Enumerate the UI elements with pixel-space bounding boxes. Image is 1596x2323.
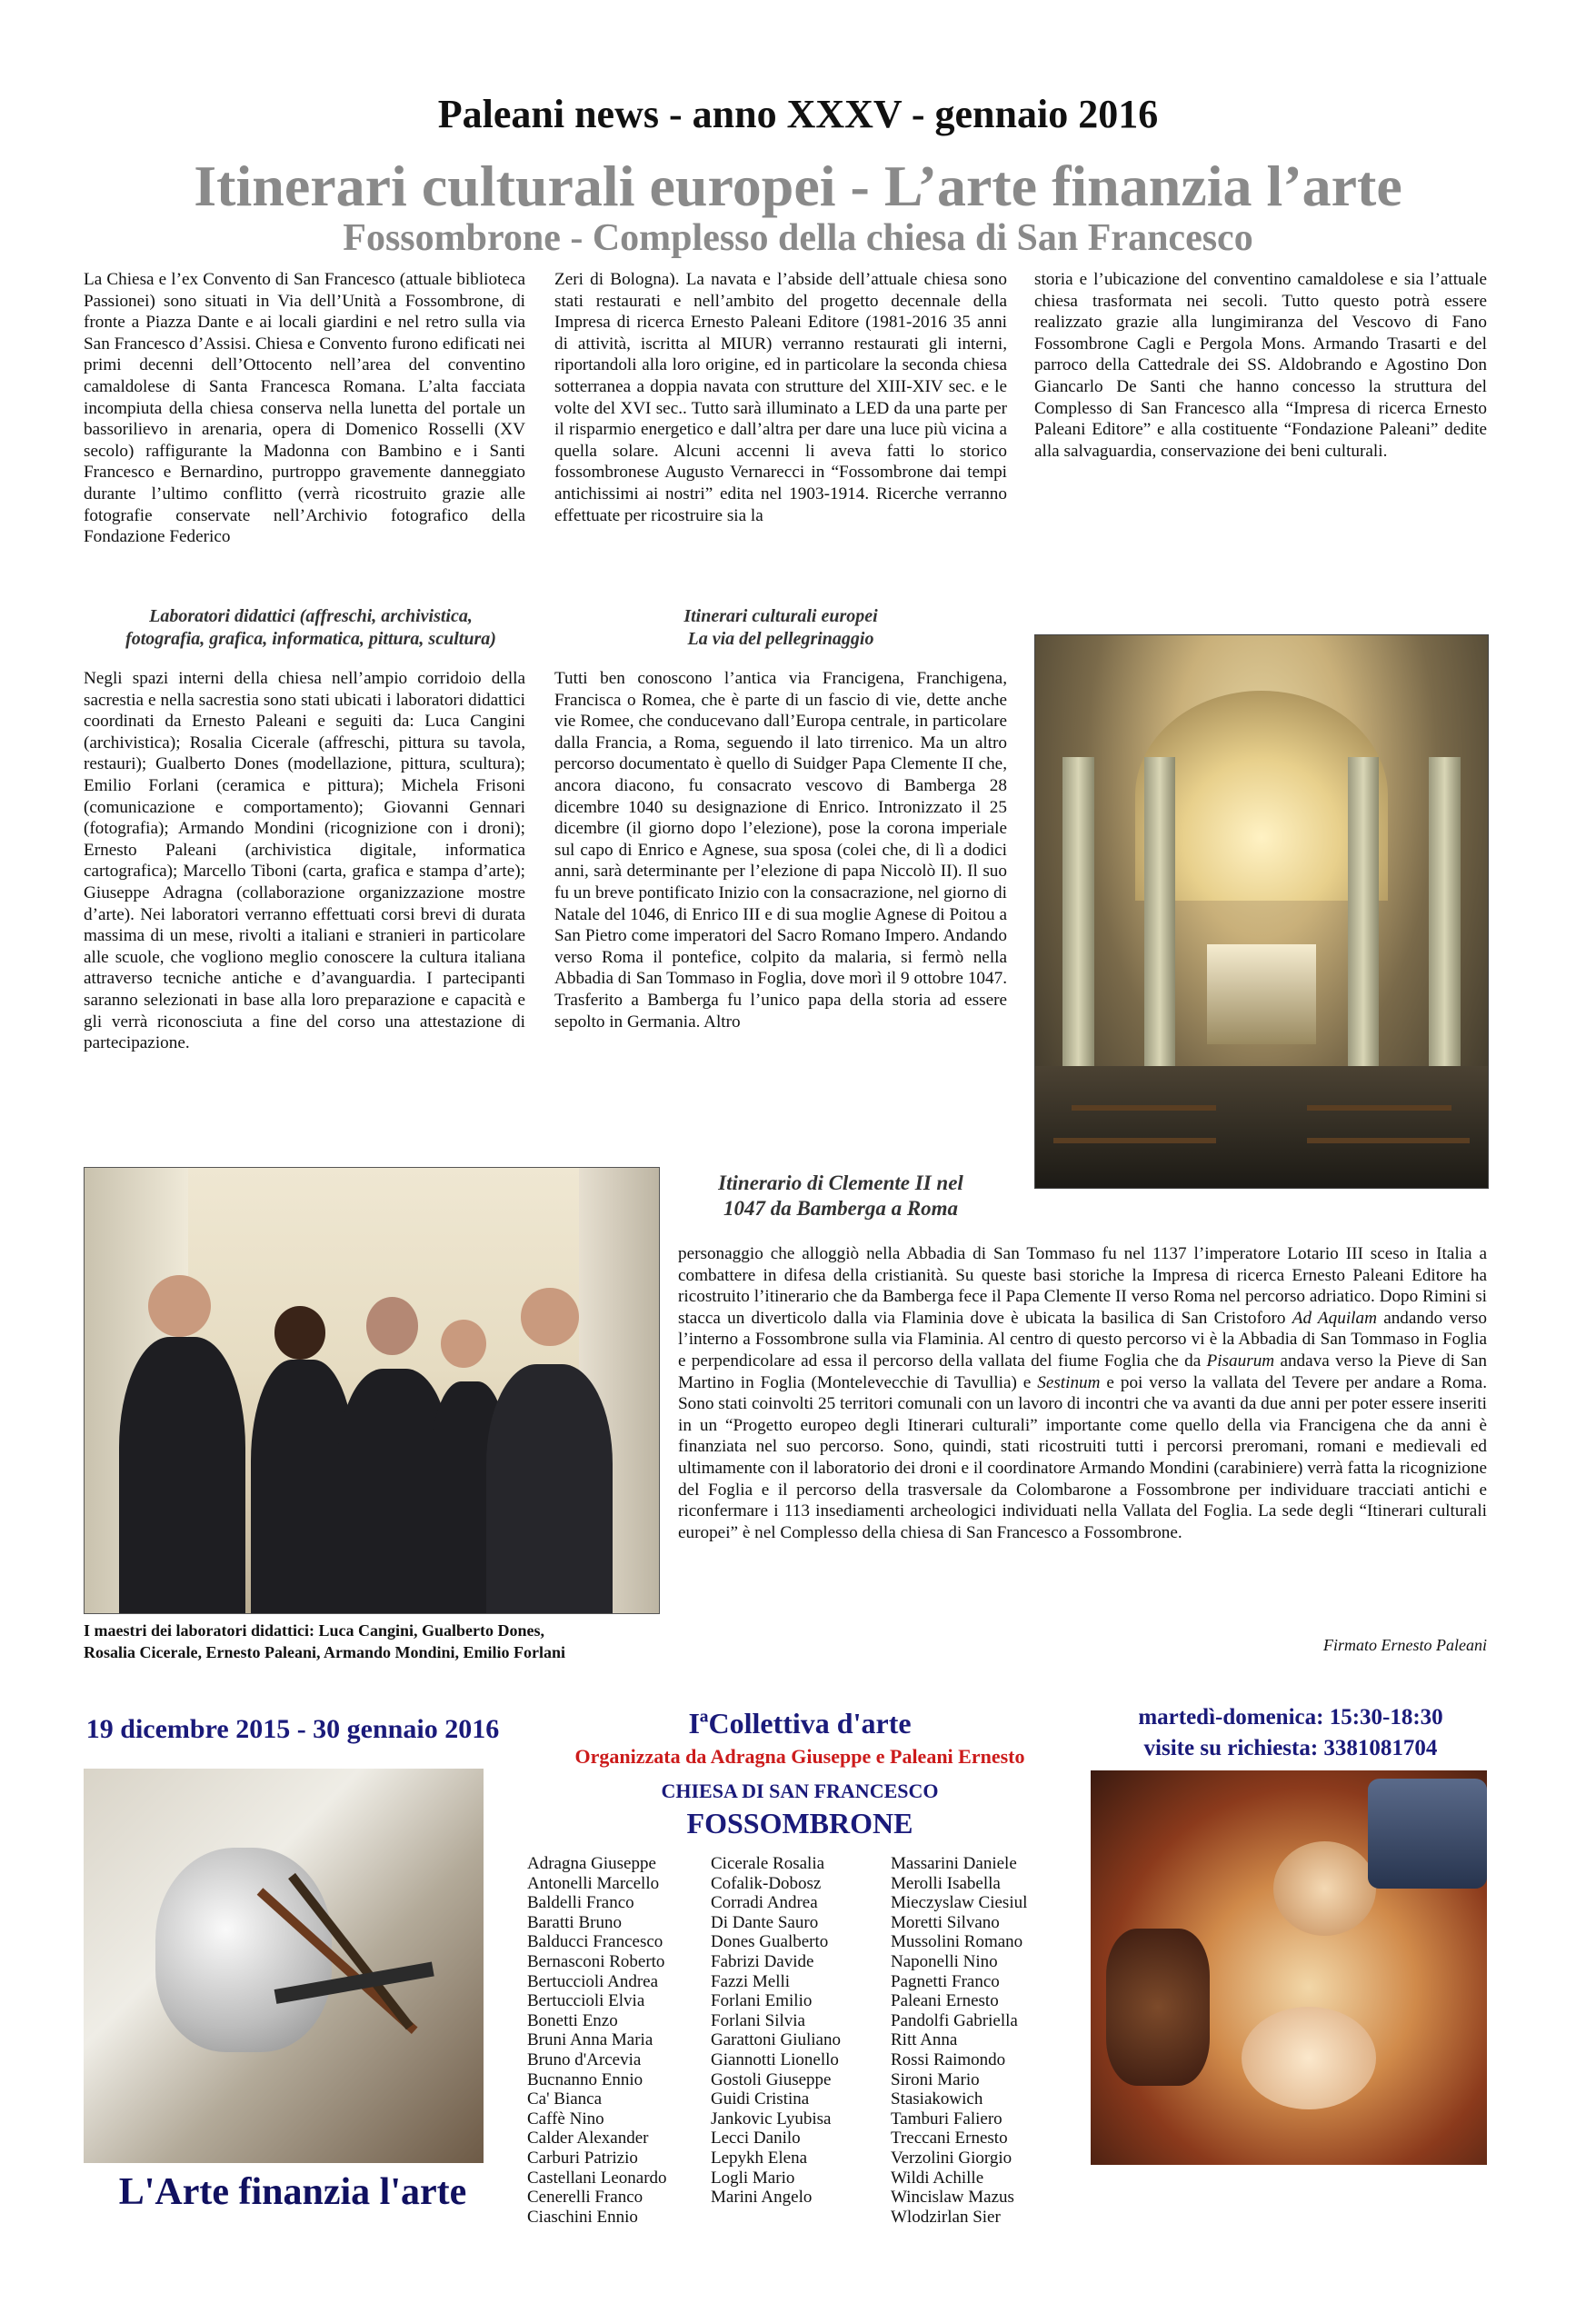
artist-name: Ciaschini Ennio xyxy=(527,2207,638,2227)
artist-name: Merolli Isabella xyxy=(891,1873,1001,1893)
church-column-left xyxy=(1062,757,1094,1089)
artist-name: Wildi Achille xyxy=(891,2168,984,2188)
artist-name: Caffè Nino xyxy=(527,2109,604,2129)
artist-name: Tamburi Faliero xyxy=(891,2109,1002,2129)
artists-column-3 xyxy=(891,1854,1072,2227)
artist-name: Ritt Anna xyxy=(891,2030,958,2050)
person-head xyxy=(148,1275,212,1338)
artist-name: Forlani Silvia xyxy=(711,2010,805,2030)
artist-name: Baratti Bruno xyxy=(527,1912,622,1932)
photo-caption xyxy=(84,1620,702,1663)
artwork-madonna-head xyxy=(1273,1841,1376,1936)
artist-name: Cenerelli Franco xyxy=(527,2188,643,2208)
church-floor xyxy=(1035,1066,1488,1188)
artist-name: Antonelli Marcello xyxy=(527,1873,660,1893)
signature: Firmato Ernesto Paleani xyxy=(1323,1636,1487,1654)
exhibition-dates: 19 dicembre 2015 - 30 gennaio 2016 xyxy=(85,1714,500,1744)
artist-name: Fabrizi Davide xyxy=(711,1951,814,1971)
artist-name: Lepykh Elena xyxy=(711,2148,808,2168)
artist-name: Mieczyslaw Ciesiul xyxy=(891,1893,1028,1913)
exhibition-artwork-right xyxy=(1091,1770,1487,2165)
labs-caption xyxy=(84,605,538,651)
church-bench xyxy=(1307,1105,1451,1111)
itinerary-text-c: andava verso la Pieve di San Martino in Foglia (Montelevecchie di Tavullia) e xyxy=(678,1351,1487,1392)
photo-caption-line2: Rosalia Cicerale, Ernesto Paleani, Armando Mondini, Emilio Forlani xyxy=(84,1643,565,1661)
artist-name: Moretti Silvano xyxy=(891,1912,1000,1932)
masthead: Paleani news - anno XXXV - gennaio 2016 xyxy=(437,92,1159,136)
itinerary-column xyxy=(678,1243,1487,1643)
artist-name: Bernasconi Roberto xyxy=(527,1951,665,1971)
artist-name: Gostoli Giuseppe xyxy=(711,2069,832,2089)
person-figure xyxy=(119,1337,245,1613)
artist-name: Marini Angelo xyxy=(711,2188,813,2208)
page-subtitle: Fossombrone - Complesso della chiesa di San Francesco xyxy=(343,217,1253,259)
artist-name: Stasiakowich xyxy=(891,2089,983,2109)
pilgrimage-column xyxy=(554,668,1007,1159)
itinerary-text xyxy=(678,1243,1487,1543)
artist-name: Guidi Cristina xyxy=(711,2089,810,2109)
artist-name: Bonetti Enzo xyxy=(527,2010,618,2030)
artist-name: Jankovic Lyubisa xyxy=(711,2109,832,2129)
article-column-1 xyxy=(84,269,525,614)
itinerary-text-b: andando verso l’interno a Fossombrone sulla via Flaminia. Al centro di questo percorso vi è la Abbadia di San Tommaso in Foglia e perpendicolare ad essa il percorso della vallata del fiume Foglia che da xyxy=(678,1308,1487,1371)
person-head xyxy=(366,1297,418,1355)
artist-name: Garattoni Giuliano xyxy=(711,2030,841,2050)
church-column-right-inner xyxy=(1348,757,1380,1089)
labs-text: Negli spazi interni della chiesa nell’ampio corridoio della sacrestia e nella sacrestia sono stati ubicati i laboratori didattici coordinati da Ernesto Paleani e seguiti da: Luca Cangini (archivistica); Rosalia Cicerale (affreschi, pittura su tavola, restauri); Gualberto Dones (modellazione, pittura, scultura); Emilio Forlani (ceramica e pittura); Michela Frisoni (comunicazione e comportamento); Giovanni Gennari (fotografia); Armando Mondini (ricognizione con i droni); Ernesto Paleani (archivistica digitale, informatica cartografica); Marcello Tiboni (carta, grafica e stampa d’arte); Giuseppe Adragna (collaborazione organizzazione mostre d’arte). Nei laboratori verranno effettuati corsi brevi di durata massima di un mese, rivolti a italiani e stranieri in particolare alle scuole, che vogliono meglio conoscere la cultura italiana attraverso tecniche antiche e d’avanguardia. I partecipanti saranno selezionati in base alla loro preparazione e capacità e gli verrà riconosciuta a fine del corso una attestazione di partecipazione. xyxy=(84,669,525,1053)
church-interior-image xyxy=(1034,634,1489,1189)
artist-name: Carburi Patrizio xyxy=(527,2148,638,2168)
page-title: Itinerari culturali europei - L’arte finanzia l’arte xyxy=(194,154,1402,218)
artist-name: Paleani Ernesto xyxy=(891,1991,999,2011)
artist-name: Balducci Francesco xyxy=(527,1932,663,1952)
artist-name: Sironi Mario xyxy=(891,2069,980,2089)
itinerary-caption-line1: Itinerario di Clemente II nel xyxy=(718,1171,963,1194)
artist-name: Rossi Raimondo xyxy=(891,2049,1006,2069)
artist-name: Pandolfi Gabriella xyxy=(891,2010,1018,2030)
exhibition-venue-line1: CHIESA DI SAN FRANCESCO xyxy=(661,1780,939,1802)
artist-name: Wlodzirlan Sier xyxy=(891,2207,1001,2227)
artist-name: Mussolini Romano xyxy=(891,1932,1023,1952)
artist-name: Treccani Ernesto xyxy=(891,2129,1008,2149)
itinerary-caption-line2: 1047 da Bamberga a Roma xyxy=(723,1197,959,1220)
artwork-child xyxy=(1242,2007,1376,2109)
itinerary-caption xyxy=(673,1171,1009,1221)
artist-name: Logli Mario xyxy=(711,2168,795,2188)
artist-name: Cofalik-Dobosz xyxy=(711,1873,822,1893)
artist-name: Naponelli Nino xyxy=(891,1951,998,1971)
artist-name: Forlani Emilio xyxy=(711,1991,813,2011)
labs-caption-line2: fotografia, grafica, informatica, pittura, scultura) xyxy=(125,629,496,649)
artist-name: Fazzi Melli xyxy=(711,1971,791,1991)
church-bench xyxy=(1072,1105,1216,1111)
exhibition-organizers: Organizzata da Adragna Giuseppe e Paleani Ernesto xyxy=(574,1745,1025,1768)
article-text-2: Zeri di Bologna). La navata e l’abside dell’attuale chiesa sono stati restaurati e nell’ambito del progetto decennale della Impresa di ricerca Ernesto Paleani Editore (1981-2016 35 anni di attività, iscritta al MIUR) verranno restaurati gli interni, riportandoli alla loro origine, ed in particolare la seconda chiesa sotterranea a doppia navata con strutture del XIII-XIV sec. e le volte del XVI sec.. Tutto sarà illuminato a LED da una parte per il risparmio energetico e dall’altra per dare una luce più vicina a quella solare. Alcuni accenni li aveva fatti lo storico fossombronese Augusto Vernarecci in “Fossombrone dai tempi antichissimi ai nostri” edita nel 1903-1914. Ricerche verranno effettuate per ricostruire sia la xyxy=(554,270,1007,525)
pilgrimage-caption-line1: Itinerari culturali europei xyxy=(683,606,878,626)
artist-name: Bucnanno Ennio xyxy=(527,2069,643,2089)
exhibition-artwork-left xyxy=(84,1769,484,2163)
person-head xyxy=(441,1320,487,1369)
exhibition-slogan: L'Arte finanzia l'arte xyxy=(118,2171,467,2213)
exhibition-venue-line2: FOSSOMBRONE xyxy=(686,1807,913,1839)
church-column-left-inner xyxy=(1144,757,1176,1089)
artist-name: Corradi Andrea xyxy=(711,1893,818,1913)
artist-name: Bertuccioli Elvia xyxy=(527,1991,645,2011)
article-text-1: La Chiesa e l’ex Convento di San Francesco (attuale biblioteca Passionei) sono situati in Via dell’Unità a Fossombrone, di fronte a Piazza Dante e ai locali giardini e nel retro sulla via San Francesco d’Assisi. Chiesa e Convento furono edificati nei primi decenni dell’Ottocento nell’area del conventino camaldolese di Santa Francesca Romana. L’alta facciata incompiuta della chiesa conserva nella lunetta del portale un bassorilievo in arenaria, opera di Domenico Rosselli (XV secolo) raffigurante la Madonna con Bambino e i Santi Francesco e Bernardino, purtroppo gravemente danneggiato durante l’ultimo conflitto (verrà ricostruito grazie alle fotografie conservate nell’Archivio fotografico della Fondazione Federico xyxy=(84,270,525,547)
itinerary-place-1: Ad Aquilam xyxy=(1292,1308,1377,1328)
church-bench xyxy=(1307,1138,1470,1143)
exhibition-title: IªCollettiva d'arte xyxy=(688,1707,912,1740)
artist-name: Lecci Danilo xyxy=(711,2129,801,2149)
group-photo xyxy=(84,1167,660,1614)
artist-name: Calder Alexander xyxy=(527,2129,649,2149)
artist-name: Adragna Giuseppe xyxy=(527,1854,656,1873)
artist-name: Baldelli Franco xyxy=(527,1893,634,1913)
person-figure xyxy=(486,1364,613,1613)
labs-caption-line1: Laboratori didattici (affreschi, archivistica, xyxy=(149,606,473,626)
person-head xyxy=(274,1306,326,1360)
itinerary-place-2: Pisaurum xyxy=(1206,1351,1275,1371)
article-text-3: storia e l’ubicazione del conventino camaldolese e sia l’attuale chiesa trasformata nei secoli. Tutto questo potrà essere realizzato grazie alla lungimiranza del Vescovo di Fano Fossombrone Cagli e Pergola Mons. Armando Trasarti e del parroco della Cattedrale dei SS. Aldobrando e Agostino Don Giancarlo De Santi che hanno concesso la struttura del Complesso di San Francesco alla “Impresa di ricerca Ernesto Paleani Editore” e alla costituente “Fondazione Paleani” dedite alla salvaguardia, conservazione dei beni culturali. xyxy=(1034,270,1487,461)
exhibition-visits: visite su richiesta: 3381081704 xyxy=(1143,1736,1438,1760)
article-column-2 xyxy=(554,269,1007,614)
artist-name: Giannotti Lionello xyxy=(711,2049,839,2069)
artist-name: Bertuccioli Andrea xyxy=(527,1971,659,1991)
photo-caption-line1: I maestri dei laboratori didattici: Luca Cangini, Gualberto Dones, xyxy=(84,1621,544,1640)
itinerary-place-3: Sestinum xyxy=(1037,1372,1101,1392)
artwork-sculpted-face xyxy=(155,1848,332,2053)
artist-name: Wincislaw Mazus xyxy=(891,2188,1014,2208)
church-column-right xyxy=(1429,757,1461,1089)
artist-name: Dones Gualberto xyxy=(711,1932,829,1952)
pilgrimage-text: Tutti ben conoscono l’antica via Francigena, Franchigena, Francisca o Romea, che è parte di un fascio di vie, dette anche vie Romee, che conducevano dall’Europa centrale, in particolare dalla Francia, a Roma, seguendo il lato tirrenico. Ma un altro percorso documentato è quello di Suidger Papa Clemente II che, ancora diacono, fu consacrato vescovo di Bamberga 28 dicembre 1040 su designazione di Enrico. Intronizzato il 25 dicembre (il giorno dopo l’elezione), pose la corona imperiale sul capo di Enrico e Agnese, sua sposa (colei che, di lì a dodici anni, sarà determinante per l’elezione di papa Niccolò II). Il suo fu un breve pontificato Inizio con la consacrazione, nel giorno di Natale del 1046, di Enrico III e di sua moglie Agnese di Poitou a San Pietro come imperatori del Sacro Romano Impero. Andando verso Roma il pontefice, colpito da malaria, si fermò nella Abbadia di San Tommaso in Foglia, dove morì il 9 ottobre 1047. Trasferito a Bamberga fu l’unico papa della storia ad essere sepolto in Germania. Altro xyxy=(554,669,1007,1032)
artist-name: Verzolini Giorgio xyxy=(891,2148,1012,2168)
person-head xyxy=(521,1288,578,1346)
itinerary-text-a: personaggio che alloggiò nella Abbadia di San Tommaso fu nel 1137 l’imperatore Lotario III sceso in Italia a combattere in difesa della cristianità. Su queste basi storiche la Impresa di ricerca Ernesto Paleani Editore ha ricostruito l’itinerario che da Bamberga fece il Papa Clemente II verso Roma nel percorso adriatico. Dopo Rimini si stacca un diverticolo dalla via Flaminia dove è ubicata la basilica di San Cristoforo xyxy=(678,1244,1487,1328)
artist-name: Ca' Bianca xyxy=(527,2089,603,2109)
artist-name: Cicerale Rosalia xyxy=(711,1854,825,1873)
artist-name: Bruni Anna Maria xyxy=(527,2030,653,2050)
artist-name: Bruno d'Arcevia xyxy=(527,2049,642,2069)
exhibition-hours: martedì-domenica: 15:30-18:30 xyxy=(1138,1705,1443,1730)
pilgrimage-caption-line2: La via del pellegrinaggio xyxy=(687,629,874,649)
artists-column-1 xyxy=(527,1854,700,2227)
labs-column xyxy=(84,668,525,1159)
artist-name: Di Dante Sauro xyxy=(711,1912,819,1932)
itinerary-text-d: e poi verso la vallata del Tevere per andare a Roma. Sono stati coinvolti 25 territori comunali con un lavoro di incontri che va avanti da due anni per poter essere inseriti in un “Progetto europeo degli Itinerari culturali” importante come quello della via Francigena che da anni è finanziata nel suo percorso. Sono, quindi, stati ricostruiti tutti i percorsi preromani, romani e medievali ed ultimamente con il laboratorio dei droni e il coordinatore Armando Mondini (carabiniere) verrà fatta la ricognizione del Foglia e il percorso della trasversale da Colombarone a Fossombrone per individuare tracciati antichi e riconfermare i 113 insediamenti archeologici individuati nella Vallata del Foglia. La sede degli “Itinerari culturali europei” è nel Complesso della chiesa di San Francesco a Fossombrone. xyxy=(678,1372,1487,1542)
artwork-sky xyxy=(1368,1779,1487,1889)
pilgrimage-caption xyxy=(554,605,1007,651)
artists-column-2 xyxy=(711,1854,883,2208)
artist-name: Massarini Daniele xyxy=(891,1854,1017,1873)
artwork-figure-left xyxy=(1106,1929,1209,2087)
church-bench xyxy=(1053,1138,1216,1143)
article-column-3 xyxy=(1034,269,1487,542)
church-altar xyxy=(1207,944,1316,1043)
artist-name: Pagnetti Franco xyxy=(891,1971,1000,1991)
artist-name: Castellani Leonardo xyxy=(527,2168,667,2188)
